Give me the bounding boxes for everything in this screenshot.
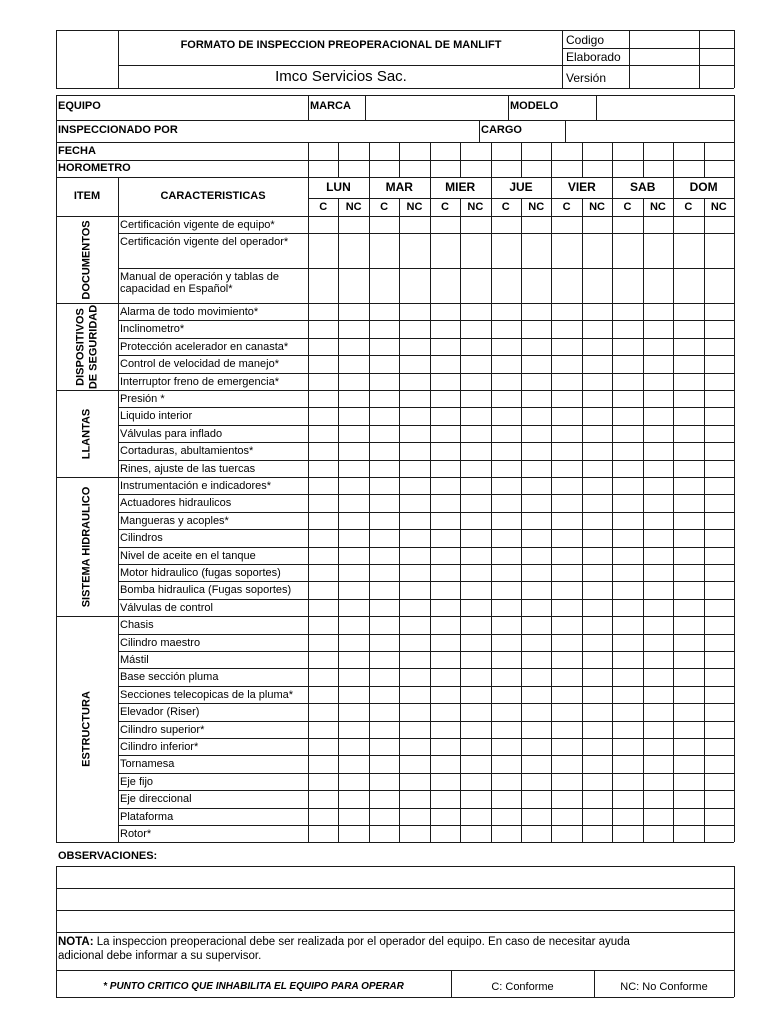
day-header-jue: JUE xyxy=(509,180,533,194)
characteristic-item: Nivel de aceite en el tanque xyxy=(120,549,256,562)
header-bottom-border xyxy=(56,88,734,89)
grid-line xyxy=(56,910,734,911)
row-line xyxy=(118,808,734,809)
equipo-label: EQUIPO xyxy=(58,100,101,112)
characteristic-item: Chasis xyxy=(120,619,154,632)
grid-line xyxy=(56,120,734,121)
grid-line xyxy=(365,95,366,120)
grid-line xyxy=(430,177,431,842)
nc-column-header: NC xyxy=(345,201,362,213)
punto-critico-note: * PUNTO CRITICO QUE INHABILITA EL EQUIPO PARA OPERAR xyxy=(103,981,404,992)
grid-line xyxy=(734,142,735,177)
grid-line xyxy=(565,120,566,142)
row-line xyxy=(118,703,734,704)
row-line xyxy=(118,547,734,548)
row-line xyxy=(118,494,734,495)
caracteristicas-header: CARACTERISTICAS xyxy=(160,190,266,202)
grid-line xyxy=(56,216,734,217)
characteristic-item: Eje fijo xyxy=(120,775,154,788)
characteristic-item: Instrumentación e indicadores* xyxy=(120,480,272,492)
nc-column-header: NC xyxy=(406,201,423,213)
characteristic-item: Eje direccional xyxy=(120,793,192,806)
header-left-border xyxy=(56,30,57,88)
characteristic-item: Cilindro superior* xyxy=(120,723,205,736)
grid-line xyxy=(643,142,644,177)
item-header: ITEM xyxy=(73,190,101,202)
day-header-lun: LUN xyxy=(326,180,351,194)
row-line xyxy=(118,477,734,478)
grid-line xyxy=(308,142,309,177)
row-line xyxy=(118,634,734,635)
row-line xyxy=(118,390,734,391)
characteristic-item: Cilindros xyxy=(120,532,163,545)
row-line xyxy=(118,373,734,374)
row-line xyxy=(118,442,734,443)
characteristic-item: Inclinometro* xyxy=(120,323,185,336)
grid-line xyxy=(551,177,552,842)
fecha-label: FECHA xyxy=(58,145,96,157)
grid-line xyxy=(451,970,452,997)
grid-line xyxy=(612,142,613,177)
day-header-vier: VIER xyxy=(567,180,596,194)
characteristic-item: Rotor* xyxy=(120,828,152,840)
modelo-label: MODELO xyxy=(510,100,559,112)
section-title-estructura: ESTRUCTURA xyxy=(80,691,93,768)
info-top-border xyxy=(56,95,734,96)
nota-top-border xyxy=(56,932,734,933)
grid-line xyxy=(562,65,734,66)
grid-line xyxy=(508,95,509,120)
row-line xyxy=(118,773,734,774)
day-header-dom: DOM xyxy=(689,180,718,194)
characteristic-item: Elevador (Riser) xyxy=(120,706,200,719)
grid-line xyxy=(673,177,674,842)
table-left-border xyxy=(56,177,57,842)
inspeccionado-label: INSPECCIONADO POR xyxy=(58,124,178,136)
section-title-llantas: LLANTAS xyxy=(80,408,93,459)
c-column-header: C xyxy=(440,201,449,213)
elaborado-label: Elaborado xyxy=(566,50,621,64)
row-line xyxy=(118,407,734,408)
nota-line2: adicional debe informar a su supervisor. xyxy=(58,950,262,962)
row-line xyxy=(118,233,734,234)
grid-line xyxy=(521,198,522,842)
characteristic-item: Certificación vigente de equipo* xyxy=(120,219,275,231)
grid-line xyxy=(430,142,431,177)
grid-line xyxy=(596,95,597,120)
marca-label: MARCA xyxy=(310,100,351,112)
grid-line xyxy=(562,48,734,49)
section-title-documentos: DOCUMENTOS xyxy=(80,219,93,300)
grid-line xyxy=(594,970,595,997)
grid-line xyxy=(521,142,522,177)
row-line xyxy=(118,668,734,669)
grid-line xyxy=(582,142,583,177)
c-column-header: C xyxy=(562,201,571,213)
grid-line xyxy=(118,30,119,88)
row-line xyxy=(118,721,734,722)
nota-line1 xyxy=(58,937,630,949)
row-line xyxy=(118,842,734,843)
footer-top-border xyxy=(56,970,734,971)
nota-label: NOTA: xyxy=(58,936,94,948)
grid-line xyxy=(308,177,309,842)
characteristic-item: Actuadores hidraulicos xyxy=(120,497,232,510)
nota-text: La inspeccion preoperacional debe ser realizada por el operador del equipo. En caso de necesitar ayuda xyxy=(93,936,630,948)
grid-line xyxy=(369,142,370,177)
grid-line xyxy=(56,866,57,997)
obs-top-border xyxy=(56,866,734,867)
table-right-border xyxy=(734,177,735,842)
c-column-header: C xyxy=(380,201,389,213)
grid-line xyxy=(673,142,674,177)
grid-line xyxy=(118,65,562,66)
horometro-label: HOROMETRO xyxy=(58,162,131,174)
footer-bottom-border xyxy=(56,997,734,998)
row-line xyxy=(118,581,734,582)
row-line xyxy=(118,599,734,600)
grid-line xyxy=(56,177,734,178)
grid-line xyxy=(56,95,57,177)
nc-column-header: NC xyxy=(467,201,484,213)
characteristic-item: Interruptor freno de emergencia* xyxy=(120,375,279,388)
form-title: FORMATO DE INSPECCION PREOPERACIONAL DE MANLIFT xyxy=(180,39,502,51)
row-line xyxy=(118,338,734,339)
grid-line xyxy=(704,198,705,842)
characteristic-item: Base sección pluma xyxy=(120,671,219,684)
characteristic-item: Secciones telecopicas de la pluma* xyxy=(120,688,294,701)
characteristic-item: Protección acelerador en canasta* xyxy=(120,340,289,353)
nc-column-header: NC xyxy=(528,201,545,213)
characteristic-item: Alarma de todo movimiento* xyxy=(120,306,259,318)
characteristic-item: Certificación vigente del operador* xyxy=(120,236,289,249)
c-column-header: C xyxy=(319,201,328,213)
row-line xyxy=(118,355,734,356)
company-name: Imco Servicios Sac. xyxy=(275,68,407,85)
characteristic-item: Mangueras y acoples* xyxy=(120,514,229,527)
grid-line xyxy=(491,177,492,842)
row-line xyxy=(118,425,734,426)
grid-line xyxy=(491,142,492,177)
characteristic-item: Mástil xyxy=(120,654,149,666)
codigo-label: Codigo xyxy=(566,33,605,47)
grid-line xyxy=(629,30,630,88)
grid-line xyxy=(369,177,370,842)
characteristic-item: Presión * xyxy=(120,393,165,405)
row-line xyxy=(118,616,734,617)
characteristic-item: Bomba hidraulica (Fugas soportes) xyxy=(120,584,292,597)
nc-column-header: NC xyxy=(589,201,605,213)
grid-line xyxy=(612,177,613,842)
characteristic-item: Manual de operación y tablas de capacidad en Español* xyxy=(120,271,279,296)
conforme-legend: C: Conforme xyxy=(491,981,554,993)
row-line xyxy=(118,268,734,269)
row-line xyxy=(118,755,734,756)
observaciones-label: OBSERVACIONES: xyxy=(58,850,158,862)
grid-line xyxy=(399,198,400,842)
cargo-label: CARGO xyxy=(481,124,522,136)
row-line xyxy=(118,320,734,321)
header-top-border xyxy=(56,30,734,31)
grid-line xyxy=(460,142,461,177)
characteristic-item: Motor hidraulico (fugas soportes) xyxy=(120,567,281,579)
grid-line xyxy=(479,120,480,142)
characteristic-item: Cilindro inferior* xyxy=(120,741,199,753)
nc-column-header: NC xyxy=(710,201,727,213)
header-right-border xyxy=(734,30,735,88)
characteristic-item: Control de velocidad de manejo* xyxy=(120,358,279,371)
characteristic-item: Plataforma xyxy=(120,810,174,823)
section-title-sistema-hidraulico: SISTEMA HIDRAULICO xyxy=(80,486,93,607)
grid-line xyxy=(56,888,734,889)
row-line xyxy=(118,564,734,565)
characteristic-item: Liquido interior xyxy=(120,410,193,423)
grid-line xyxy=(699,30,700,88)
row-line xyxy=(118,512,734,513)
c-column-header: C xyxy=(623,201,632,213)
grid-line xyxy=(704,142,705,177)
day-header-mar: MAR xyxy=(385,180,413,194)
section-divider xyxy=(56,616,118,617)
row-line xyxy=(118,529,734,530)
characteristic-item: Tornamesa xyxy=(120,758,175,771)
grid-line xyxy=(734,866,735,997)
c-column-header: C xyxy=(684,201,693,213)
grid-line xyxy=(582,198,583,842)
grid-line xyxy=(643,198,644,842)
row-line xyxy=(118,303,734,304)
no-conforme-legend: NC: No Conforme xyxy=(620,981,708,993)
grid-line xyxy=(56,142,734,143)
grid-line xyxy=(118,177,119,842)
grid-line xyxy=(399,142,400,177)
grid-line xyxy=(551,142,552,177)
row-line xyxy=(118,790,734,791)
day-header-mier: MIER xyxy=(445,180,476,194)
characteristic-item: Válvulas para inflado xyxy=(120,427,223,440)
day-header-sab: SAB xyxy=(630,180,656,194)
nc-column-header: NC xyxy=(649,201,666,213)
characteristic-item: Rines, ajuste de las tuercas xyxy=(120,462,256,475)
section-title-dispositivos-de-seguridad: DISPOSITIVOS DE SEGURIDAD xyxy=(74,304,99,389)
section-divider xyxy=(56,842,118,843)
section-divider xyxy=(56,477,118,478)
row-line xyxy=(118,460,734,461)
characteristic-item: Válvulas de control xyxy=(120,601,213,614)
row-line xyxy=(118,686,734,687)
version-label: Versión xyxy=(566,71,607,85)
grid-line xyxy=(308,95,309,120)
row-line xyxy=(118,825,734,826)
grid-line xyxy=(338,198,339,842)
characteristic-item: Cortaduras, abultamientos* xyxy=(120,445,254,458)
row-line xyxy=(118,651,734,652)
characteristic-item: Cilindro maestro xyxy=(120,636,201,649)
c-column-header: C xyxy=(501,201,510,213)
grid-line xyxy=(338,142,339,177)
grid-line xyxy=(562,30,563,88)
row-line xyxy=(118,738,734,739)
grid-line xyxy=(460,198,461,842)
grid-line xyxy=(56,160,734,161)
